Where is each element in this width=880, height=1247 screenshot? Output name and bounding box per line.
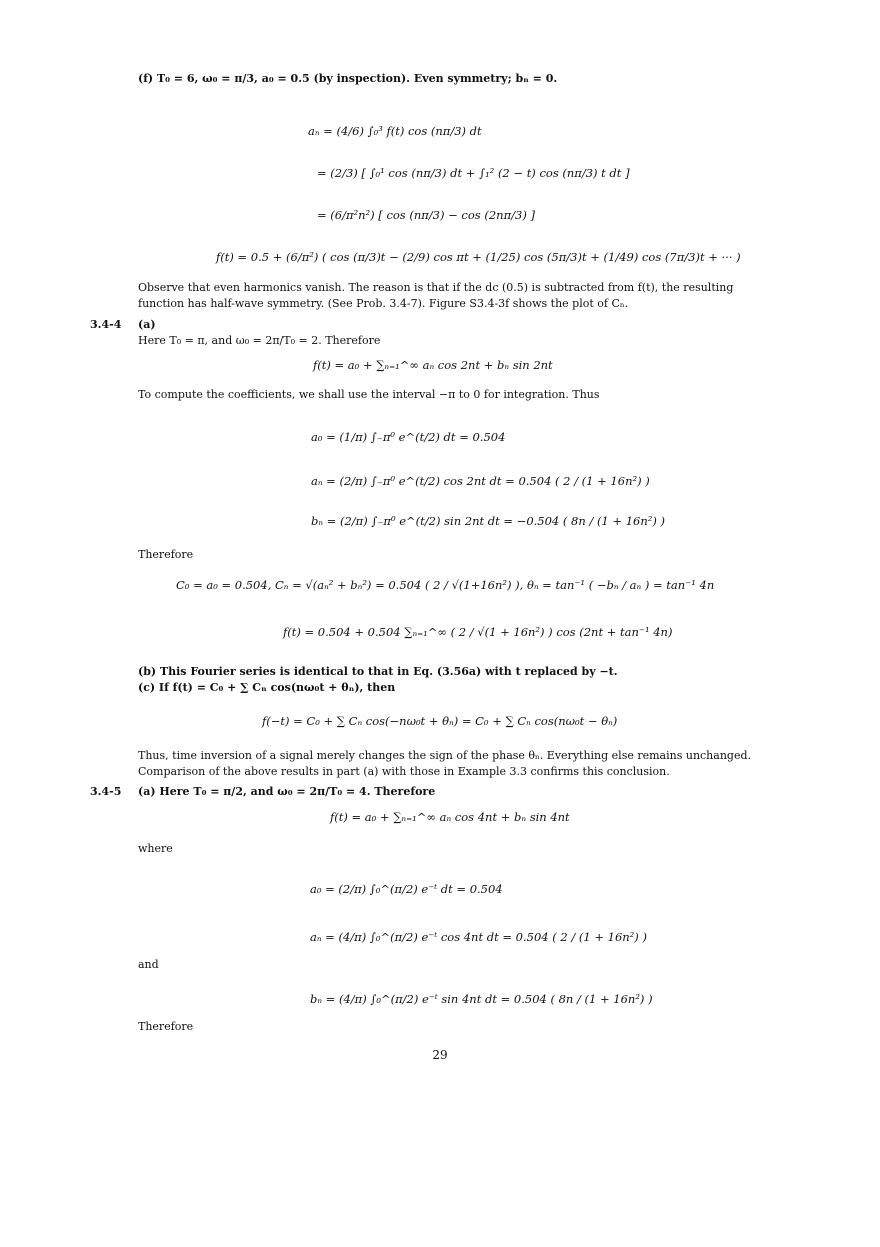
- equation-cn-theta: C₀ = a₀ = 0.504, Cₙ = √(aₙ² + bₙ²) = 0.504 ( 2 / √(1+16n²) ), θₙ = tan⁻¹ ( −bₙ / aₙ ) = tan⁻¹ 4n: [176, 578, 715, 592]
- equation-a0: a₀ = (1/π) ∫₋π⁰ e^(t/2) dt = 0.504: [311, 430, 506, 444]
- part-f-heading: (f) T₀ = 6, ω₀ = π/3, a₀ = 0.5 (by inspection). Even symmetry; bₙ = 0.: [138, 72, 558, 85]
- paragraph-line: To compute the coefficients, we shall use the interval −π to 0 for integration. Thus: [138, 388, 600, 401]
- equation-f-series: f(t) = 0.504 + 0.504 ∑ₙ₌₁^∞ ( 2 / √(1 + 16n²) ) cos (2nt + tan⁻¹ 4n): [283, 625, 673, 639]
- equation-series: f(t) = a₀ + ∑ₙ₌₁^∞ aₙ cos 4nt + bₙ sin 4nt: [330, 810, 570, 824]
- problem-number: 3.4-5: [90, 785, 122, 798]
- equation-an: aₙ = (2/π) ∫₋π⁰ e^(t/2) cos 2nt dt = 0.504 ( 2 / (1 + 16n²) ): [311, 474, 650, 488]
- part-label: (a): [138, 318, 156, 331]
- equation-an-integral: aₙ = (4/6) ∫₀³ f(t) cos (nπ/3) dt: [308, 124, 482, 138]
- equation-bn: bₙ = (2/π) ∫₋π⁰ e^(t/2) sin 2nt dt = −0.504 ( 8n / (1 + 16n²) ): [311, 514, 665, 528]
- equation-series: f(t) = a₀ + ∑ₙ₌₁^∞ aₙ cos 2nt + bₙ sin 2nt: [313, 358, 553, 372]
- paragraph-line: Therefore: [138, 548, 194, 561]
- paragraph-line: Here T₀ = π, and ω₀ = 2π/T₀ = 2. Therefore: [138, 334, 381, 347]
- problem-number: 3.4-4: [90, 318, 122, 331]
- equation-an: aₙ = (4/π) ∫₀^(π/2) e⁻ᵗ cos 4nt dt = 0.504 ( 2 / (1 + 16n²) ): [310, 930, 647, 944]
- equation-an-split: = (2/3) [ ∫₀¹ cos (nπ/3) dt + ∫₁² (2 − t) cos (nπ/3) t dt ]: [317, 166, 630, 180]
- equation-bn: bₙ = (4/π) ∫₀^(π/2) e⁻ᵗ sin 4nt dt = 0.504 ( 8n / (1 + 16n²) ): [310, 992, 653, 1006]
- paragraph-line: Comparison of the above results in part (a) with those in Example 3.3 confirms this conclusion.: [138, 765, 670, 778]
- paragraph-line: Observe that even harmonics vanish. The reason is that if the dc (0.5) is subtracted from f(t), the resulting: [138, 281, 734, 294]
- paragraph-line: where: [138, 842, 173, 855]
- equation-time-reversal: f(−t) = C₀ + ∑ Cₙ cos(−nω₀t + θₙ) = C₀ + ∑ Cₙ cos(nω₀t − θₙ): [262, 714, 618, 728]
- part-c-text: (c) If f(t) = C₀ + ∑ Cₙ cos(nω₀t + θₙ), then: [138, 681, 396, 694]
- paragraph-line: (a) Here T₀ = π/2, and ω₀ = 2π/T₀ = 4. Therefore: [138, 785, 436, 798]
- part-b-text: (b) This Fourier series is identical to that in Eq. (3.56a) with t replaced by −t.: [138, 665, 618, 678]
- page-number: 29: [432, 1048, 448, 1062]
- paragraph-line: function has half-wave symmetry. (See Prob. 3.4-7). Figure S3.4-3f shows the plot of Cₙ.: [138, 297, 629, 310]
- paragraph-line: Thus, time inversion of a signal merely changes the sign of the phase θₙ. Everything else remains unchanged.: [138, 749, 752, 762]
- equation-f-series: f(t) = 0.5 + (6/π²) ( cos (π/3)t − (2/9) cos πt + (1/25) cos (5π/3)t + (1/49) cos (7π/3)t + ··· ): [216, 250, 741, 264]
- equation-an-result: = (6/π²n²) [ cos (nπ/3) − cos (2nπ/3) ]: [317, 208, 535, 222]
- equation-a0: a₀ = (2/π) ∫₀^(π/2) e⁻ᵗ dt = 0.504: [310, 882, 503, 896]
- paragraph-line: and: [138, 958, 159, 971]
- paragraph-line: Therefore: [138, 1020, 194, 1033]
